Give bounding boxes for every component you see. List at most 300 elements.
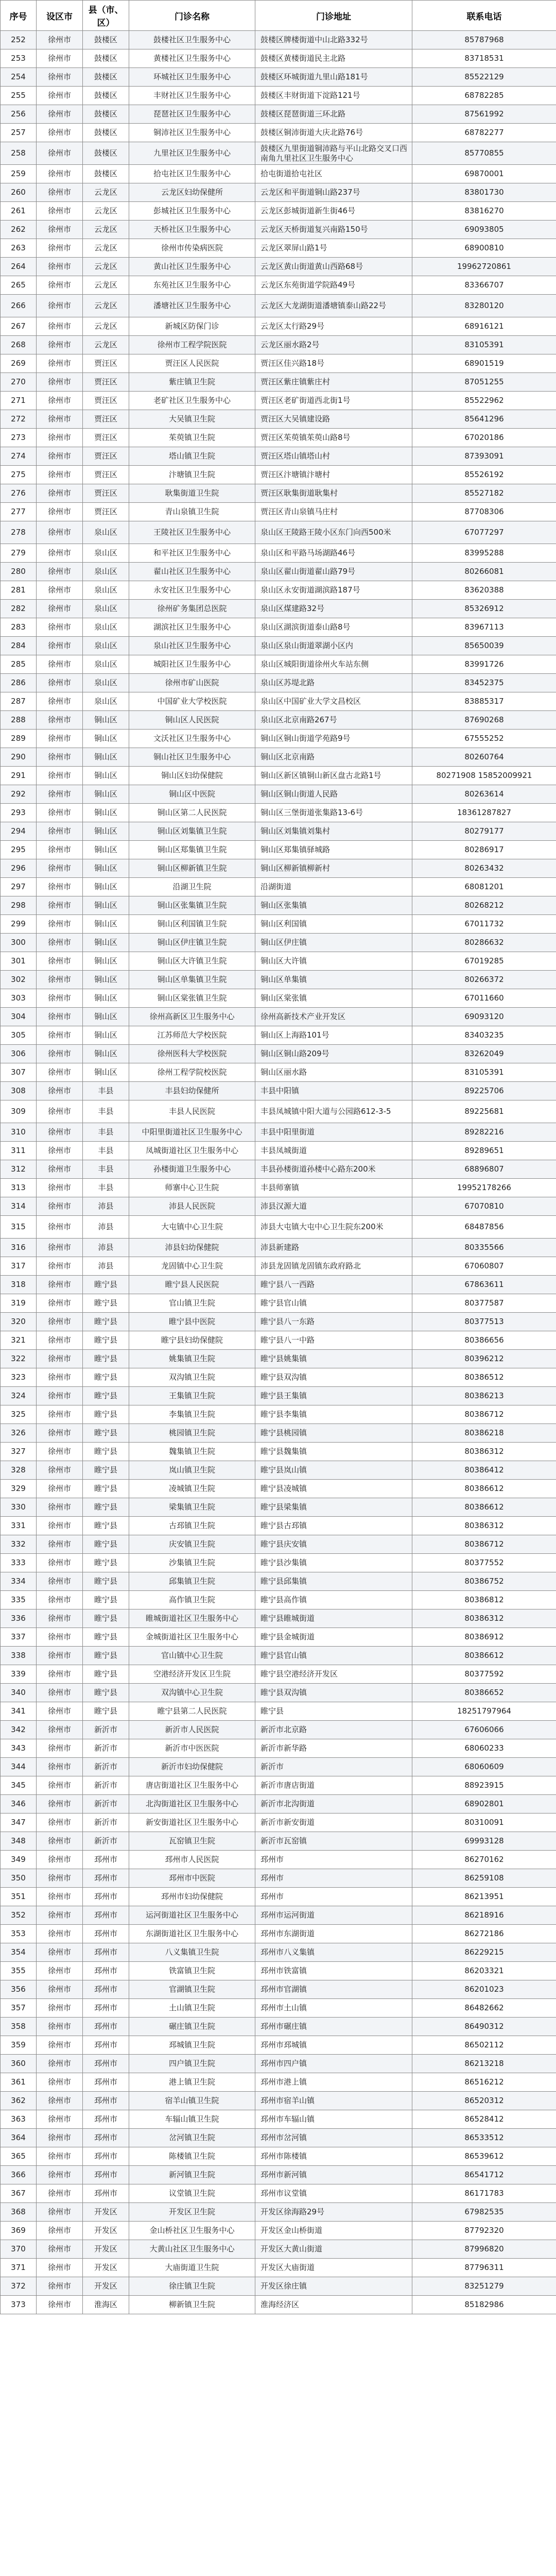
table-row [1, 915, 556, 934]
row-index: 293 [1, 804, 37, 822]
table-row [1, 2018, 556, 2036]
table-row [1, 1443, 556, 1461]
row-index: 261 [1, 202, 37, 221]
table-row [1, 1123, 556, 1142]
row-clinic-address: 邳州市邳城镇 [255, 2036, 412, 2055]
row-city: 徐州市 [37, 1814, 83, 1832]
row-index: 264 [1, 258, 37, 276]
row-city: 徐州市 [37, 2055, 83, 2073]
row-clinic-address: 贾汪区青山泉镇马庄村 [255, 503, 412, 521]
table-row [1, 952, 556, 971]
row-phone: 68916121 [412, 317, 556, 336]
row-phone: 69870001 [412, 165, 556, 183]
table-row [1, 354, 556, 373]
row-clinic-address: 睢宁县邱集镇 [255, 1572, 412, 1591]
row-county: 邳州市 [83, 1925, 129, 1943]
row-county: 铜山区 [83, 1008, 129, 1026]
row-county: 丰县 [83, 1123, 129, 1142]
row-phone: 85526192 [412, 466, 556, 484]
row-clinic-name: 金山桥社区卫生服务中心 [129, 2222, 255, 2240]
row-clinic-address: 泉山区城阳街道徐州火车站东侧 [255, 655, 412, 674]
row-city: 徐州市 [37, 915, 83, 934]
row-clinic-address: 沛县大屯镇大屯中心卫生院东200米 [255, 1216, 412, 1239]
row-index: 303 [1, 989, 37, 1008]
row-county: 邳州市 [83, 2147, 129, 2166]
row-clinic-address: 丰县凤城街道 [255, 1142, 412, 1160]
row-city: 徐州市 [37, 2296, 83, 2314]
row-county: 邳州市 [83, 1888, 129, 1906]
row-index: 361 [1, 2073, 37, 2092]
row-clinic-address: 泉山区和平路马场湖路46号 [255, 544, 412, 563]
row-clinic-address: 睢宁县魏集镇 [255, 1443, 412, 1461]
row-phone: 68782285 [412, 87, 556, 105]
row-phone: 80377592 [412, 1665, 556, 1684]
row-county: 铜山区 [83, 822, 129, 841]
row-clinic-name: 徐庄镇卫生院 [129, 2277, 255, 2296]
table-row [1, 1257, 556, 1276]
row-clinic-name: 邳城镇卫生院 [129, 2036, 255, 2055]
table-row [1, 1498, 556, 1517]
row-clinic-address: 新沂市 [255, 1758, 412, 1776]
row-clinic-name: 沿湖卫生院 [129, 878, 255, 896]
row-phone: 87051255 [412, 373, 556, 392]
row-city: 徐州市 [37, 1684, 83, 1702]
table-row [1, 896, 556, 915]
row-county: 睢宁县 [83, 1461, 129, 1480]
row-index: 325 [1, 1405, 37, 1424]
row-city: 徐州市 [37, 1100, 83, 1123]
row-clinic-address: 泉山区中国矿业大学文昌校区 [255, 692, 412, 711]
row-county: 睢宁县 [83, 1350, 129, 1368]
row-city: 徐州市 [37, 1123, 83, 1142]
row-phone: 19952178266 [412, 1179, 556, 1197]
row-city: 徐州市 [37, 674, 83, 692]
row-city: 徐州市 [37, 1721, 83, 1739]
table-row [1, 165, 556, 183]
row-clinic-address: 睢宁县八一东路 [255, 1313, 412, 1331]
row-clinic-address: 开发区大庙街道 [255, 2259, 412, 2277]
row-phone: 80260764 [412, 748, 556, 767]
row-city: 徐州市 [37, 1480, 83, 1498]
table-row [1, 1795, 556, 1814]
row-index: 348 [1, 1832, 37, 1851]
table-row [1, 1814, 556, 1832]
row-county: 邳州市 [83, 2166, 129, 2184]
row-county: 新沂市 [83, 1739, 129, 1758]
row-clinic-name: 铜山社区卫生服务中心 [129, 748, 255, 767]
row-index: 287 [1, 692, 37, 711]
row-phone: 80271908 15852009921 [412, 767, 556, 785]
row-index: 367 [1, 2184, 37, 2203]
table-row [1, 581, 556, 600]
row-clinic-address: 邳州市 [255, 1869, 412, 1888]
table-row [1, 859, 556, 878]
row-clinic-name: 港上镇卫生院 [129, 2073, 255, 2092]
table-row [1, 1832, 556, 1851]
row-city: 徐州市 [37, 1294, 83, 1313]
table-row [1, 1350, 556, 1368]
table-row [1, 68, 556, 87]
row-city: 徐州市 [37, 1776, 83, 1795]
row-clinic-name: 东苑社区卫生服务中心 [129, 276, 255, 295]
row-index: 278 [1, 521, 37, 544]
row-phone: 83718531 [412, 49, 556, 68]
row-index: 268 [1, 336, 37, 354]
row-clinic-address: 睢宁县双沟镇 [255, 1368, 412, 1387]
row-clinic-address: 睢宁县官山镇 [255, 1647, 412, 1665]
row-clinic-name: 铜山区利国镇卫生院 [129, 915, 255, 934]
row-city: 徐州市 [37, 711, 83, 730]
row-index: 279 [1, 544, 37, 563]
table-row [1, 1387, 556, 1405]
row-phone: 83262049 [412, 1045, 556, 1063]
row-index: 290 [1, 748, 37, 767]
row-city: 徐州市 [37, 971, 83, 989]
row-clinic-address: 睢宁县李集镇 [255, 1405, 412, 1424]
row-county: 邳州市 [83, 1869, 129, 1888]
row-phone: 85527182 [412, 484, 556, 503]
row-clinic-address: 睢宁县高作镇 [255, 1591, 412, 1609]
table-row [1, 2073, 556, 2092]
row-clinic-name: 大庙街道卫生院 [129, 2259, 255, 2277]
row-clinic-address: 新沂市新安街道 [255, 1814, 412, 1832]
row-clinic-address: 徐州高新技术产业开发区 [255, 1008, 412, 1026]
row-city: 徐州市 [37, 221, 83, 239]
row-county: 铜山区 [83, 730, 129, 748]
row-phone: 85770855 [412, 142, 556, 165]
row-clinic-name: 高作镇卫生院 [129, 1591, 255, 1609]
row-city: 徐州市 [37, 1257, 83, 1276]
row-index: 366 [1, 2166, 37, 2184]
table-row [1, 1572, 556, 1591]
row-clinic-name: 金城街道社区卫生服务中心 [129, 1628, 255, 1647]
row-clinic-name: 新沂市人民医院 [129, 1721, 255, 1739]
table-row [1, 822, 556, 841]
row-county: 新沂市 [83, 1776, 129, 1795]
row-phone: 80286917 [412, 841, 556, 859]
row-index: 270 [1, 373, 37, 392]
table-row [1, 674, 556, 692]
row-clinic-name: 丰财社区卫生服务中心 [129, 87, 255, 105]
row-clinic-name: 双沟镇中心卫生院 [129, 1684, 255, 1702]
row-city: 徐州市 [37, 142, 83, 165]
row-county: 云龙区 [83, 258, 129, 276]
row-county: 邳州市 [83, 2018, 129, 2036]
row-clinic-address: 邳州市 [255, 1888, 412, 1906]
row-index: 365 [1, 2147, 37, 2166]
row-phone: 86516212 [412, 2073, 556, 2092]
table-row [1, 317, 556, 336]
row-clinic-name: 天桥社区卫生服务中心 [129, 221, 255, 239]
row-county: 贾汪区 [83, 410, 129, 429]
row-clinic-address: 鼓楼区九里街道铜沛路与平山北路交叉口西南角九里社区卫生服务中心 [255, 142, 412, 165]
row-index: 289 [1, 730, 37, 748]
row-county: 睢宁县 [83, 1294, 129, 1313]
row-index: 286 [1, 674, 37, 692]
row-index: 259 [1, 165, 37, 183]
row-county: 沛县 [83, 1239, 129, 1257]
row-index: 354 [1, 1943, 37, 1962]
row-phone: 80386612 [412, 1647, 556, 1665]
row-county: 开发区 [83, 2203, 129, 2222]
row-clinic-name: 土山镇卫生院 [129, 1999, 255, 2018]
row-city: 徐州市 [37, 2110, 83, 2129]
table-row [1, 410, 556, 429]
table-row [1, 878, 556, 896]
row-phone: 18251797964 [412, 1702, 556, 1721]
row-city: 徐州市 [37, 276, 83, 295]
row-phone: 67982535 [412, 2203, 556, 2222]
row-city: 徐州市 [37, 2147, 83, 2166]
row-city: 徐州市 [37, 767, 83, 785]
row-county: 沛县 [83, 1197, 129, 1216]
row-clinic-name: 新城区防保门诊 [129, 317, 255, 336]
row-county: 泉山区 [83, 600, 129, 618]
row-index: 318 [1, 1276, 37, 1294]
table-row [1, 1082, 556, 1100]
row-clinic-name: 茱萸镇卫生院 [129, 429, 255, 447]
row-phone: 80386512 [412, 1368, 556, 1387]
row-clinic-name: 议堂镇卫生院 [129, 2184, 255, 2203]
row-county: 鼓楼区 [83, 68, 129, 87]
row-phone: 83991726 [412, 655, 556, 674]
row-clinic-name: 睢宁县妇幼保健院 [129, 1331, 255, 1350]
row-county: 泉山区 [83, 521, 129, 544]
row-county: 云龙区 [83, 239, 129, 258]
row-county: 丰县 [83, 1142, 129, 1160]
row-county: 铜山区 [83, 989, 129, 1008]
row-clinic-address: 新沂市瓦窑镇 [255, 1832, 412, 1851]
table-row [1, 2222, 556, 2240]
row-clinic-name: 云龙区妇幼保健所 [129, 183, 255, 202]
row-index: 350 [1, 1869, 37, 1888]
row-county: 睢宁县 [83, 1424, 129, 1443]
row-index: 338 [1, 1647, 37, 1665]
row-index: 257 [1, 124, 37, 142]
row-clinic-name: 岚山镇卫生院 [129, 1461, 255, 1480]
row-county: 睢宁县 [83, 1405, 129, 1424]
row-clinic-address: 铜山区铜山街道学苑路9号 [255, 730, 412, 748]
row-index: 355 [1, 1962, 37, 1980]
row-index: 296 [1, 859, 37, 878]
row-index: 357 [1, 1999, 37, 2018]
row-clinic-name: 汴塘镇卫生院 [129, 466, 255, 484]
row-phone: 83620388 [412, 581, 556, 600]
row-clinic-name: 睢宁县第二人民医院 [129, 1702, 255, 1721]
table-row [1, 1906, 556, 1925]
row-city: 徐州市 [37, 503, 83, 521]
row-index: 292 [1, 785, 37, 804]
row-city: 徐州市 [37, 989, 83, 1008]
table-row [1, 429, 556, 447]
row-phone: 68060233 [412, 1739, 556, 1758]
table-row [1, 785, 556, 804]
row-phone: 86201023 [412, 1980, 556, 1999]
row-county: 云龙区 [83, 221, 129, 239]
row-phone: 80386656 [412, 1331, 556, 1350]
table-row [1, 989, 556, 1008]
row-clinic-name: 官湖镇卫生院 [129, 1980, 255, 1999]
header-clinic-address: 门诊地址 [255, 1, 412, 31]
row-city: 徐州市 [37, 1142, 83, 1160]
row-city: 徐州市 [37, 1350, 83, 1368]
row-phone: 68902801 [412, 1795, 556, 1814]
row-clinic-name: 紫庄镇卫生院 [129, 373, 255, 392]
row-index: 288 [1, 711, 37, 730]
row-index: 363 [1, 2110, 37, 2129]
table-body [1, 31, 556, 2314]
table-row [1, 2166, 556, 2184]
row-index: 346 [1, 1795, 37, 1814]
row-clinic-name: 柳新镇卫生院 [129, 2296, 255, 2314]
row-index: 272 [1, 410, 37, 429]
row-index: 372 [1, 2277, 37, 2296]
row-clinic-address: 丰县中阳里街道 [255, 1123, 412, 1142]
row-clinic-address: 开发区徐庄镇 [255, 2277, 412, 2296]
table-row [1, 2240, 556, 2259]
table-row [1, 87, 556, 105]
row-county: 睢宁县 [83, 1313, 129, 1331]
table-row [1, 544, 556, 563]
row-city: 徐州市 [37, 1082, 83, 1100]
row-index: 360 [1, 2055, 37, 2073]
row-clinic-name: 中国矿业大学校医院 [129, 692, 255, 711]
row-city: 徐州市 [37, 2036, 83, 2055]
row-city: 徐州市 [37, 1609, 83, 1628]
row-phone: 86482662 [412, 1999, 556, 2018]
row-city: 徐州市 [37, 1498, 83, 1517]
row-county: 邳州市 [83, 1962, 129, 1980]
table-row [1, 1197, 556, 1216]
row-clinic-name: 铜山区伊庄镇卫生院 [129, 934, 255, 952]
row-county: 贾汪区 [83, 484, 129, 503]
row-county: 贾汪区 [83, 466, 129, 484]
row-county: 邳州市 [83, 2184, 129, 2203]
row-city: 徐州市 [37, 1026, 83, 1045]
row-clinic-name: 铜山区中医院 [129, 785, 255, 804]
row-city: 徐州市 [37, 581, 83, 600]
row-city: 徐州市 [37, 258, 83, 276]
table-row [1, 1008, 556, 1026]
row-city: 徐州市 [37, 1368, 83, 1387]
row-clinic-name: 宿羊山镇卫生院 [129, 2092, 255, 2110]
table-row [1, 1943, 556, 1962]
row-clinic-address: 泉山区湖滨街道泰山路8号 [255, 618, 412, 637]
row-index: 327 [1, 1443, 37, 1461]
row-county: 云龙区 [83, 183, 129, 202]
row-clinic-name: 沛县人民医院 [129, 1197, 255, 1216]
row-county: 贾汪区 [83, 373, 129, 392]
row-clinic-name: 铜山区郑集镇卫生院 [129, 841, 255, 859]
row-phone: 87792320 [412, 2222, 556, 2240]
row-clinic-name: 孙楼街道卫生服务中心 [129, 1160, 255, 1179]
row-county: 新沂市 [83, 1832, 129, 1851]
row-city: 徐州市 [37, 1239, 83, 1257]
row-phone: 80386812 [412, 1591, 556, 1609]
row-clinic-address: 云龙区黄山街道黄山西路68号 [255, 258, 412, 276]
row-clinic-name: 和平社区卫生服务中心 [129, 544, 255, 563]
row-city: 徐州市 [37, 1665, 83, 1684]
row-city: 徐州市 [37, 859, 83, 878]
row-clinic-name: 环城社区卫生服务中心 [129, 68, 255, 87]
row-city: 徐州市 [37, 1925, 83, 1943]
row-phone: 80310091 [412, 1814, 556, 1832]
row-index: 359 [1, 2036, 37, 2055]
row-clinic-address: 云龙区丽水路2号 [255, 336, 412, 354]
row-phone: 83816270 [412, 202, 556, 221]
row-index: 345 [1, 1776, 37, 1795]
row-phone: 68900810 [412, 239, 556, 258]
row-phone: 80286632 [412, 934, 556, 952]
row-clinic-name: 铜山区人民医院 [129, 711, 255, 730]
row-clinic-name: 徐州高新区卫生服务中心 [129, 1008, 255, 1026]
row-clinic-name: 塔山镇卫生院 [129, 447, 255, 466]
row-clinic-name: 新安街道社区卫生服务中心 [129, 1814, 255, 1832]
row-clinic-address: 铜山区铜山街道人民路 [255, 785, 412, 804]
row-county: 铜山区 [83, 711, 129, 730]
row-city: 徐州市 [37, 1276, 83, 1294]
row-clinic-address: 沛县汉源大道 [255, 1197, 412, 1216]
row-city: 徐州市 [37, 1962, 83, 1980]
table-row [1, 1758, 556, 1776]
row-city: 徐州市 [37, 692, 83, 711]
row-clinic-name: 拾屯社区卫生服务中心 [129, 165, 255, 183]
row-clinic-name: 徐州医科大学校医院 [129, 1045, 255, 1063]
row-clinic-address: 铜山区新区镇铜山新区盘古北路1号 [255, 767, 412, 785]
row-phone: 80386912 [412, 1628, 556, 1647]
row-clinic-name: 铜沛社区卫生服务中心 [129, 124, 255, 142]
table-row [1, 1368, 556, 1387]
row-clinic-name: 大黄山社区卫生服务中心 [129, 2240, 255, 2259]
row-index: 331 [1, 1517, 37, 1535]
row-clinic-address: 邳州市宿羊山镇 [255, 2092, 412, 2110]
table-row [1, 711, 556, 730]
row-clinic-name: 开发区卫生院 [129, 2203, 255, 2222]
row-clinic-address: 睢宁县八一中路 [255, 1331, 412, 1350]
row-clinic-name: 丰县妇幼保健所 [129, 1082, 255, 1100]
row-phone: 67555252 [412, 730, 556, 748]
row-index: 283 [1, 618, 37, 637]
table-row [1, 1045, 556, 1063]
row-clinic-address: 贾汪区紫庄镇紫庄村 [255, 373, 412, 392]
row-county: 铜山区 [83, 1045, 129, 1063]
row-county: 开发区 [83, 2259, 129, 2277]
row-clinic-address: 睢宁县金城街道 [255, 1628, 412, 1647]
row-phone: 80266081 [412, 563, 556, 581]
row-phone: 86270162 [412, 1851, 556, 1869]
row-clinic-address: 睢宁县岚山镇 [255, 1461, 412, 1480]
row-county: 睢宁县 [83, 1665, 129, 1684]
row-index: 314 [1, 1197, 37, 1216]
row-clinic-name: 中阳里街道社区卫生服务中心 [129, 1123, 255, 1142]
row-county: 睢宁县 [83, 1647, 129, 1665]
header-index: 序号 [1, 1, 37, 31]
table-row [1, 1294, 556, 1313]
row-phone: 83967113 [412, 618, 556, 637]
row-clinic-address: 泉山区王陵路王陵小区东门向西500米 [255, 521, 412, 544]
table-row [1, 1142, 556, 1160]
row-county: 睢宁县 [83, 1276, 129, 1294]
row-phone: 89225681 [412, 1100, 556, 1123]
row-clinic-name: 凌城镇卫生院 [129, 1480, 255, 1498]
row-clinic-address: 睢宁县桃园镇 [255, 1424, 412, 1443]
table-row [1, 934, 556, 952]
row-city: 徐州市 [37, 447, 83, 466]
row-phone: 80386213 [412, 1387, 556, 1405]
row-clinic-address: 贾汪区老矿街道西北街1号 [255, 392, 412, 410]
table-row [1, 1100, 556, 1123]
row-index: 294 [1, 822, 37, 841]
